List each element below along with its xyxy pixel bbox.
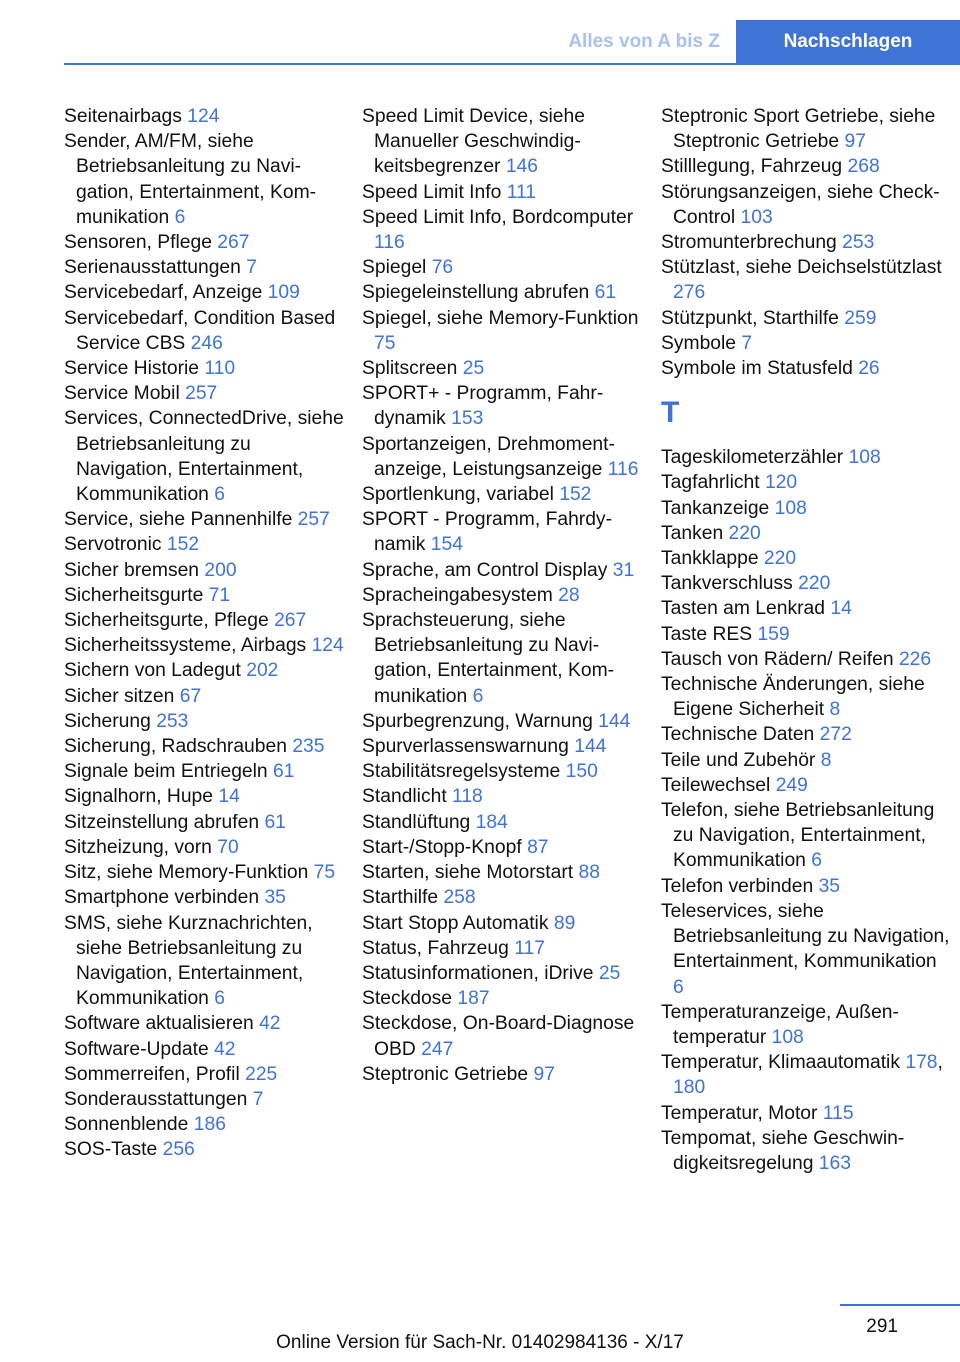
page-reference-link[interactable]: 14 [830, 598, 852, 620]
page-reference-link[interactable]: 184 [475, 811, 508, 833]
page-reference-link[interactable]: 75 [374, 332, 396, 354]
page-reference-link[interactable]: 61 [264, 811, 286, 833]
index-term: Steckdose, On-Board-Diagnose OBD [362, 1013, 635, 1060]
index-term: SPORT - Programm, Fahrdynamik [362, 509, 612, 556]
index-column-3 [661, 104, 951, 1176]
page-reference-link[interactable]: 8 [829, 699, 841, 721]
page-reference-link[interactable]: 28 [558, 584, 580, 606]
index-entry [64, 280, 344, 305]
page-reference-link[interactable]: 144 [574, 736, 607, 758]
index-term: Sportlenkung, variabel [362, 484, 554, 506]
index-term: Service Mobil [64, 383, 180, 405]
page-reference-link[interactable]: 61 [273, 761, 295, 783]
index-term: Sitz, siehe Memory-Funktion [64, 862, 309, 884]
page-reference-link[interactable]: 268 [847, 156, 880, 178]
page-reference-link[interactable]: 25 [462, 358, 485, 380]
index-entry [362, 1062, 642, 1087]
page-reference-link[interactable]: 8 [820, 749, 832, 771]
page-reference-link[interactable]: 75 [313, 862, 336, 884]
index-term: Steckdose [362, 988, 453, 1010]
page-reference-link[interactable]: 109 [267, 282, 300, 304]
index-entry [64, 507, 344, 532]
index-entry [362, 583, 642, 608]
index-column-2 [362, 104, 642, 1087]
index-entry [661, 356, 951, 381]
index-entry [64, 230, 344, 255]
index-entry [661, 445, 951, 470]
index-term: Temperatur, Motor [661, 1102, 818, 1124]
page-reference-link[interactable]: 35 [818, 875, 841, 897]
index-entry [64, 1112, 344, 1137]
page-reference-link[interactable]: 7 [246, 257, 257, 279]
page-reference-link[interactable]: 276 [673, 282, 706, 304]
page-reference-link[interactable]: 247 [421, 1038, 454, 1060]
index-entry [362, 759, 642, 784]
index-term: Servicebedarf, Condition Based Service CBS [64, 307, 336, 354]
index-term: Signale beim Entriegeln [64, 761, 268, 783]
page-reference-link[interactable]: 108 [774, 497, 807, 519]
index-entry [64, 406, 344, 507]
index-term: Speed Limit Info, Bordcomputer [362, 206, 634, 228]
index-entry [362, 911, 642, 936]
index-term: Symbole im Statusfeld [661, 358, 853, 380]
index-entry [362, 104, 642, 180]
index-entry [362, 961, 642, 986]
index-entry [362, 482, 642, 507]
index-entry [661, 1050, 951, 1100]
page-reference-link[interactable]: 152 [559, 484, 592, 506]
index-term: Sicher bremsen [64, 559, 200, 581]
page-reference-link[interactable]: 70 [217, 836, 239, 858]
index-term: Steptronic Getriebe [362, 1063, 529, 1085]
page-reference-link[interactable]: 89 [553, 912, 576, 934]
index-term: Tankanzeige [661, 497, 770, 519]
page-reference-link[interactable]: 6 [472, 685, 484, 707]
index-entry [362, 432, 642, 482]
page-reference-link[interactable]: 61 [594, 282, 617, 304]
page-reference-link[interactable]: 152 [166, 534, 200, 556]
chapter-tab[interactable]: Nachschlagen [736, 20, 960, 63]
index-term: Sprachsteuerung, siehe Betriebsanleitung zu Navigation, Entertainment, Kommunikation [362, 610, 615, 707]
page-reference-link[interactable]: 124 [187, 106, 220, 127]
index-entry [661, 546, 951, 571]
online-version-note: Online Version für Sach-Nr. 01402984136 - X/17 [276, 1332, 684, 1353]
index-entry [661, 104, 951, 154]
page-reference-link[interactable]: 35 [264, 887, 286, 909]
index-term: Sitzheizung, vorn [64, 836, 212, 858]
index-term: Tankklappe [661, 548, 759, 570]
page-reference-link[interactable]: 259 [844, 307, 877, 329]
index-term: Tasten am Lenkrad [661, 598, 825, 620]
index-entry [64, 356, 344, 381]
page-reference-link[interactable]: 42 [259, 1013, 281, 1035]
index-term: Start Stopp Automatik [362, 912, 549, 934]
index-entry [64, 608, 344, 633]
index-entry [362, 608, 642, 709]
index-entry [64, 1087, 344, 1112]
index-term: Sonderausstattungen [64, 1088, 248, 1110]
index-term: Stabilitätsregelsysteme [362, 761, 561, 783]
index-term: Spiegel [362, 257, 427, 279]
index-entry [661, 899, 951, 1000]
index-entry [661, 1000, 951, 1050]
index-term: Tageskilometerzähler [661, 447, 844, 469]
index-entry [362, 180, 642, 205]
page-reference-link[interactable]: 267 [274, 610, 307, 632]
index-entry [64, 860, 344, 885]
page-reference-link[interactable]: 256 [162, 1139, 195, 1161]
page-reference-link[interactable]: 186 [193, 1114, 226, 1136]
page-reference-link[interactable]: 25 [598, 962, 621, 984]
index-entry [661, 798, 951, 874]
page-reference-link[interactable]: 200 [204, 559, 237, 581]
page-reference-link[interactable]: 253 [156, 710, 189, 732]
index-term: Starthilfe [362, 887, 439, 909]
index-term: Temperatur, Klimaautomatik [661, 1052, 900, 1074]
index-entry [362, 381, 642, 431]
index-term: SOS-Taste [64, 1139, 158, 1161]
index-term: Tempomat, siehe Geschwindigkeitsregelung [661, 1127, 905, 1174]
page-reference-link[interactable]: 150 [565, 761, 598, 783]
index-term: Sportanzeigen, Drehmomentanzeige, Leistungsanzeige [362, 433, 615, 480]
index-entry [661, 470, 951, 495]
index-term: Standlüftung [362, 811, 471, 833]
index-entry [362, 734, 642, 759]
page-reference-link[interactable]: 120 [764, 472, 798, 494]
index-entry [661, 331, 951, 356]
index-term: Störungsanzeigen, siehe Check-Control [661, 181, 940, 228]
index-term: Steptronic Sport Getriebe, siehe Steptronic Getriebe [661, 106, 936, 153]
page-reference-link[interactable]: 103 [740, 206, 773, 228]
page-reference-link[interactable]: 246 [190, 332, 223, 354]
index-term: Stützpunkt, Starthilfe [661, 307, 839, 329]
page-reference-link[interactable]: 202 [246, 660, 279, 682]
index-entry [362, 280, 642, 305]
index-entry [64, 104, 344, 129]
page-reference-link[interactable]: 258 [443, 887, 476, 909]
index-term: Spurverlassenswarnung [362, 736, 569, 758]
index-entry [64, 734, 344, 759]
index-entry [64, 306, 344, 356]
index-term: Smartphone verbinden [64, 887, 260, 909]
page-reference-link[interactable]: 220 [728, 522, 761, 544]
index-term: Technische Daten [661, 724, 815, 746]
page-reference-link[interactable]: 115 [822, 1102, 854, 1124]
index-entry [661, 571, 951, 596]
page-reference-link[interactable]: 146 [505, 156, 538, 178]
index-entry [661, 1101, 951, 1126]
index-entry [362, 784, 642, 809]
index-term: Stromunterbrechung [661, 232, 837, 254]
index-term: Tankverschluss [661, 573, 793, 595]
index-term: Sichern von Ladegut [64, 660, 241, 682]
index-entry [362, 306, 642, 356]
index-entry [362, 205, 642, 255]
index-entry [661, 255, 951, 305]
index-entry [661, 521, 951, 546]
index-entry [661, 773, 951, 798]
page-reference-link[interactable]: 108 [848, 447, 881, 469]
index-entry [64, 709, 344, 734]
page-reference-link[interactable]: 249 [775, 774, 808, 796]
page-reference-link[interactable]: 124 [311, 635, 344, 657]
page-reference-link[interactable]: 257 [297, 509, 330, 531]
page-reference-link[interactable]: 116 [374, 232, 405, 254]
index-entry [362, 255, 642, 280]
page-number: 291 [866, 1316, 898, 1337]
index-term: Service, siehe Pannenhilfe [64, 509, 293, 531]
page-reference-link[interactable]: 267 [217, 232, 250, 254]
index-term: Sicherung [64, 710, 151, 732]
index-entry [64, 1062, 344, 1087]
page-reference-link[interactable]: 226 [898, 648, 932, 670]
index-entry [64, 810, 344, 835]
page-reference-link[interactable]: 67 [179, 685, 202, 707]
page-reference-link[interactable]: 110 [204, 358, 236, 380]
index-term: Telefon, siehe Betriebsanleitung zu Navigation, Entertainment, Kommunikation [661, 800, 935, 872]
index-term: Teile und Zubehör [661, 749, 816, 771]
page-reference-link[interactable]: 180 [673, 1077, 706, 1099]
index-entry [661, 496, 951, 521]
index-term: Standlicht [362, 786, 447, 808]
index-entry [362, 356, 642, 381]
index-entry [661, 647, 951, 672]
page-reference-link[interactable]: 159 [757, 623, 790, 645]
index-term: Spiegel, siehe Memory-Funktion [362, 307, 639, 329]
index-term: Start-/Stopp-Knopf [362, 836, 522, 858]
index-term: Stützlast, siehe Deichselstützlast [661, 257, 942, 279]
page-reference-link[interactable]: 26 [858, 358, 880, 380]
index-entry [64, 911, 344, 1012]
index-entry [362, 835, 642, 860]
index-term: Telefon verbinden [661, 875, 814, 897]
page-reference-link[interactable]: 88 [578, 862, 600, 884]
index-entry [362, 507, 642, 557]
index-term: Sicher sitzen [64, 685, 175, 707]
page-reference-link[interactable]: 220 [798, 573, 831, 595]
index-entry [661, 596, 951, 621]
page-reference-link[interactable]: 6 [214, 484, 225, 506]
page-reference-link[interactable]: 154 [430, 534, 463, 556]
index-term: Servotronic [64, 534, 162, 556]
index-column-1 [64, 104, 344, 1163]
index-letter-heading: T [661, 396, 680, 430]
index-entry [64, 1037, 344, 1062]
index-term: Sensoren, Pflege [64, 232, 212, 254]
page-reference-link[interactable]: 257 [185, 383, 218, 405]
page-reference-link[interactable]: 187 [457, 988, 490, 1010]
page-reference-link[interactable]: 253 [842, 232, 875, 254]
index-entry [661, 1126, 951, 1176]
page-reference-link[interactable]: 42 [214, 1038, 236, 1060]
page-reference-link[interactable]: 97 [844, 131, 866, 153]
index-entry [64, 583, 344, 608]
index-entry [64, 784, 344, 809]
index-term: Teleservices, siehe Betriebsanleitung zu Navigation, Entertainment, Kommunikation [661, 900, 950, 973]
index-term: Serienausstattungen [64, 257, 241, 279]
page-reference-link[interactable]: 6 [811, 850, 822, 872]
index-term: Statusinformationen, iDrive [362, 962, 594, 984]
index-entry [64, 885, 344, 910]
index-term: Speed Limit Info [362, 181, 502, 203]
index-entry [362, 936, 642, 961]
index-term: Software-Update [64, 1038, 209, 1060]
index-entry [661, 748, 951, 773]
breadcrumb-section: Alles von A bis Z [568, 31, 720, 52]
page-separator: , [937, 1052, 943, 1074]
page-reference-link[interactable]: 117 [514, 937, 545, 959]
page-reference-link[interactable]: 6 [673, 976, 684, 998]
index-entry [661, 230, 951, 255]
index-term: Sicherung, Radschrauben [64, 736, 287, 758]
index-term: Tausch von Rädern/ Reifen [661, 648, 894, 670]
footer-rule [840, 1304, 960, 1306]
page-reference-link[interactable]: 220 [763, 548, 797, 570]
index-entry [362, 860, 642, 885]
index-entry [362, 986, 642, 1011]
index-term: Sprache, am Control Display [362, 559, 608, 581]
index-entry [64, 1137, 344, 1162]
page-reference-link[interactable]: 225 [245, 1063, 278, 1085]
index-term: Speed Limit Device, siehe Manueller Geschwindigkeitsbegrenzer [362, 106, 585, 178]
index-term: SMS, siehe Kurznachrichten, siehe Betriebsanleitung zu Navigation, Entertainment, Kommunikation [64, 912, 313, 1010]
index-entry [64, 633, 344, 658]
index-entry [362, 1011, 642, 1061]
index-term: Signalhorn, Hupe [64, 786, 213, 808]
index-term: Sommerreifen, Profil [64, 1063, 240, 1085]
index-term: Technische Änderungen, siehe Eigene Sicherheit [661, 674, 925, 721]
index-term: Sonnenblende [64, 1114, 189, 1136]
index-entry [64, 1011, 344, 1036]
index-term: Sicherheitsgurte, Pflege [64, 610, 269, 632]
index-entry [362, 709, 642, 734]
index-term: Tagfahrlicht [661, 472, 760, 494]
index-term: Sitzeinstellung abrufen [64, 811, 260, 833]
index-term: Spiegeleinstellung abrufen [362, 282, 590, 304]
index-entry [362, 558, 642, 583]
page-reference-link[interactable]: 76 [431, 257, 454, 279]
page-reference-link[interactable]: 163 [818, 1152, 851, 1174]
index-term: SPORT+ - Programm, Fahrdynamik [362, 383, 604, 430]
page-reference-link[interactable]: 116 [607, 458, 639, 480]
page-reference-link[interactable]: 6 [174, 206, 186, 228]
page-reference-link[interactable]: 14 [218, 786, 240, 808]
index-entry [64, 255, 344, 280]
page-reference-link[interactable]: 178 [905, 1052, 938, 1074]
page-reference-link[interactable]: 153 [451, 408, 484, 430]
page-reference-link[interactable]: 6 [214, 988, 225, 1010]
index-entry [661, 722, 951, 747]
index-term: Seitenairbags [64, 106, 182, 127]
index-term: Sicherheitsgurte [64, 584, 204, 606]
index-term: Stilllegung, Fahrzeug [661, 156, 843, 178]
index-term: Status, Fahrzeug [362, 937, 509, 959]
index-term: Splitscreen [362, 358, 458, 380]
index-entry [661, 672, 951, 722]
index-term: Services, ConnectedDrive, siehe Betriebsanleitung zu Navigation, Entertainment, Kommunikation [64, 408, 344, 506]
index-term: Taste RES [661, 623, 753, 645]
index-term: Teilewechsel [661, 774, 771, 796]
index-entry [64, 759, 344, 784]
page-reference-link[interactable]: 7 [252, 1088, 264, 1110]
page-reference-link[interactable]: 7 [741, 332, 753, 354]
index-entry [64, 684, 344, 709]
index-term: Spurbegrenzung, Warnung [362, 710, 593, 732]
index-entry [64, 532, 344, 557]
index-entry [661, 874, 951, 899]
page-reference-link[interactable]: 97 [533, 1063, 555, 1085]
index-term: Sicherheitssysteme, Airbags [64, 635, 307, 657]
header-rule [64, 63, 960, 65]
index-entry [64, 558, 344, 583]
index-entry [661, 306, 951, 331]
index-term: Sender, AM/FM, siehe Betriebsanleitung zu Navigation, Entertainment, Kommunikation [64, 131, 317, 228]
index-term: Service Historie [64, 358, 200, 380]
page-reference-link[interactable]: 111 [506, 181, 537, 203]
index-entry [64, 658, 344, 683]
index-term: Spracheingabesystem [362, 584, 553, 606]
page-reference-link[interactable]: 235 [292, 736, 325, 758]
page-reference-link[interactable]: 31 [612, 559, 635, 581]
page-reference-link[interactable]: 272 [819, 724, 852, 746]
index-entry [64, 835, 344, 860]
index-entry [362, 885, 642, 910]
index-entry [661, 180, 951, 230]
index-entry [64, 381, 344, 406]
page-reference-link[interactable]: 71 [208, 584, 231, 606]
index-term: Symbole [661, 332, 737, 354]
index-term: Tanken [661, 522, 724, 544]
index-entry [64, 129, 344, 230]
index-term: Temperaturanzeige, Außentemperatur [661, 1001, 899, 1048]
index-entry [661, 622, 951, 647]
index-entry [362, 810, 642, 835]
page-reference-link[interactable]: 144 [598, 710, 631, 732]
page-reference-link[interactable]: 118 [452, 786, 483, 808]
page-reference-link[interactable]: 87 [527, 836, 549, 858]
page-reference-link[interactable]: 108 [771, 1026, 804, 1048]
index-term: Software aktualisieren [64, 1013, 254, 1035]
index-term: Starten, siehe Motorstart [362, 862, 574, 884]
index-entry [661, 154, 951, 179]
index-term: Servicebedarf, Anzeige [64, 282, 263, 304]
